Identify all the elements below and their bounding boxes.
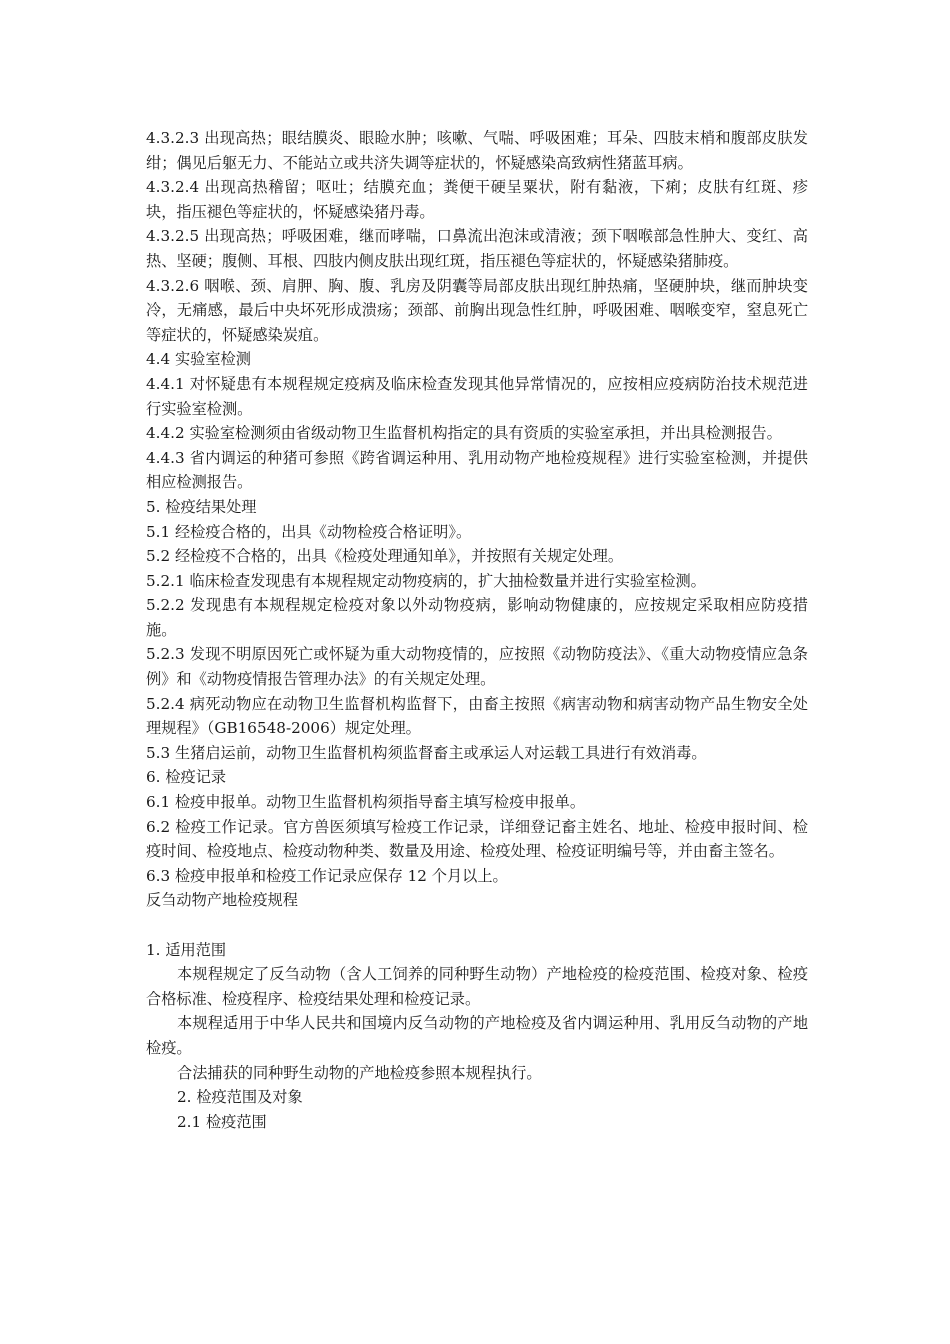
paragraph-4-3-2-6: 4.3.2.6 咽喉、颈、肩胛、胸、腹、乳房及阴囊等局部皮肤出现红肿热痛，坚硬肿块，继而肿块变冷，无痛感，最后中央坏死形成溃疡；颈部、前胸出现急性红肿，呼吸困难、咽喉变窄，窒息死亡等症状的，怀疑感染炭疽。: [146, 276, 808, 344]
paragraph-5-2-1: 5.2.1 临床检查发现患有本规程规定动物疫病的，扩大抽检数量并进行实验室检测。: [146, 571, 706, 590]
paragraph-6-2: 6.2 检疫工作记录。官方兽医须填写检疫工作记录，详细登记畜主姓名、地址、检疫申报时间、检疫时间、检疫地点、检疫动物种类、数量及用途、检疫处理、检疫证明编号等，并由畜主签名。: [146, 817, 808, 861]
paragraph-4-3-2-5: 4.3.2.5 出现高热；呼吸困难，继而哮喘，口鼻流出泡沫或清液；颈下咽喉部急性肿大、变红、高热、坚硬；腹侧、耳根、四肢内侧皮肤出现红斑，指压褪色等症状的，怀疑感染猪肺疫。: [146, 227, 808, 270]
heading-1: 1. 适用范围: [146, 940, 227, 959]
paragraph-4-4-3: 4.4.3 省内调运的种猪可参照《跨省调运种用、乳用动物产地检疫规程》进行实验室检测，并提供相应检测报告。: [146, 448, 808, 492]
section-title: 反刍动物产地检疫规程: [146, 891, 298, 910]
blank-line: [146, 913, 808, 938]
paragraph-4-4-2: 4.4.2 实验室检测须由省级动物卫生监督机构指定的具有资质的实验室承担，并出具检测报告。: [146, 424, 782, 443]
paragraph-scope-2: 本规程适用于中华人民共和国境内反刍动物的产地检疫及省内调运种用、乳用反刍动物的产地检疫。: [146, 1014, 808, 1057]
paragraph-4-3-2-4: 4.3.2.4 出现高热稽留；呕吐；结膜充血；粪便干硬呈粟状，附有黏液，下痢；皮肤有红斑、疹块，指压褪色等症状的，怀疑感染猪丹毒。: [146, 178, 808, 221]
paragraph-5-2: 5.2 经检疫不合格的，出具《检疫处理通知单》，并按照有关规定处理。: [146, 547, 624, 566]
heading-6: 6. 检疫记录: [146, 768, 227, 787]
paragraph-5-3: 5.3 生猪启运前，动物卫生监督机构须监督畜主或承运人对运载工具进行有效消毒。: [146, 743, 707, 762]
paragraph-5-2-4: 5.2.4 病死动物应在动物卫生监督机构监督下，由畜主按照《病害动物和病害动物产品生物安全处理规程》（GB16548-2006）规定处理。: [146, 694, 808, 738]
heading-2: 2. 检疫范围及对象: [177, 1088, 303, 1107]
paragraph-5-2-2: 5.2.2 发现患有本规程规定检疫对象以外动物疫病，影响动物健康的，应按规定采取相应防疫措施。: [146, 596, 808, 639]
paragraph-4-3-2-3: 4.3.2.3 出现高热；眼结膜炎、眼睑水肿；咳嗽、气喘、呼吸困难；耳朵、四肢末梢和腹部皮肤发绀；偶见后躯无力、不能站立或共济失调等症状的，怀疑感染高致病性猪蓝耳病。: [146, 129, 808, 172]
paragraph-scope-1: 本规程规定了反刍动物（含人工饲养的同种野生动物）产地检疫的检疫范围、检疫对象、检疫合格标准、检疫程序、检疫结果处理和检疫记录。: [146, 965, 808, 1008]
paragraph-5-2-3: 5.2.3 发现不明原因死亡或怀疑为重大动物疫情的，应按照《动物防疫法》、《重大动物疫情应急条例》和《动物疫情报告管理办法》的有关规定处理。: [146, 645, 808, 689]
document-page: [146, 126, 808, 1134]
heading-4-4: 4.4 实验室检测: [146, 350, 251, 369]
paragraph-5-1: 5.1 经检疫合格的，出具《动物检疫合格证明》。: [146, 522, 472, 541]
paragraph-6-3: 6.3 检疫申报单和检疫工作记录应保存 12 个月以上。: [146, 866, 508, 885]
paragraph-scope-3: 合法捕获的同种野生动物的产地检疫参照本规程执行。: [177, 1063, 542, 1082]
paragraph-6-1: 6.1 检疫申报单。动物卫生监督机构须指导畜主填写检疫申报单。: [146, 793, 586, 812]
heading-2-1: 2.1 检疫范围: [177, 1112, 267, 1131]
paragraph-4-4-1: 4.4.1 对怀疑患有本规程规定疫病及临床检查发现其他异常情况的，应按相应疫病防治技术规范进行实验室检测。: [146, 374, 808, 418]
heading-5: 5. 检疫结果处理: [146, 497, 257, 516]
